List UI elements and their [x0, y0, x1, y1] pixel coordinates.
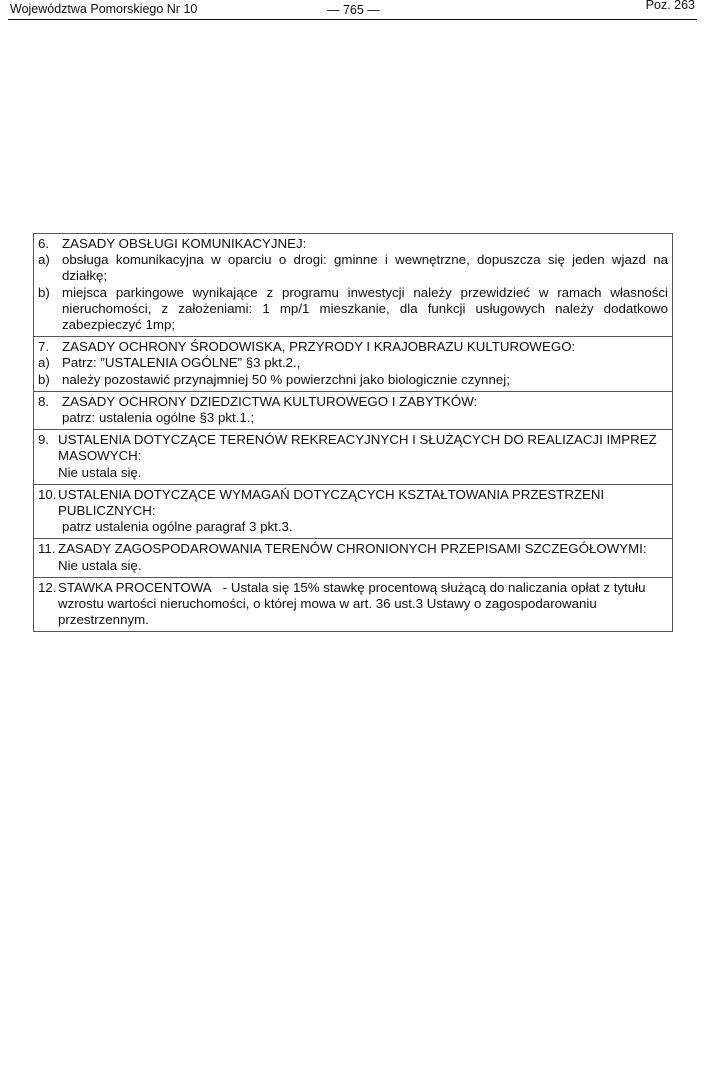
- section-title-text: ZASADY OCHRONY ŚRODOWISKA, PRZYRODY I KRAJOBRAZU KULTUROWEGO:: [62, 339, 576, 355]
- header-rule: [8, 19, 697, 20]
- list-item: [38, 355, 668, 371]
- table-row: [34, 539, 673, 577]
- item-text: obsługa komunikacyjna w oparciu o drogi: gminne i wewnętrzne, dopuszcza się jeden wjazd na działkę;: [62, 252, 668, 284]
- section-title-text: USTALENIA DOTYCZĄCE TERENÓW REKREACYJNYCH I SŁUŻĄCYCH DO REALIZACJI IMPREZ MASOWYCH:: [58, 432, 657, 464]
- table-row: [34, 430, 673, 485]
- item-text: miejsca parkingowe wynikające z programu inwestycji należy przewidzieć w ramach własności nieruchomości, z założeniami: 1 mp/1 mieszkanie, dla funkcji usługowych należy dodatkowo zabezpieczyć 1mp;: [62, 284, 668, 333]
- section-number: 8.: [38, 393, 50, 409]
- section-6: [34, 234, 673, 337]
- item-label: b): [38, 371, 50, 387]
- section-title-text: ZASADY ZAGOSPODAROWANIA TERENÓW CHRONIONYCH PRZEPISAMI SZCZEGÓŁOWYMI:: [58, 541, 647, 557]
- publication-title: Województwa Pomorskiego Nr 10: [10, 2, 198, 16]
- section-number: 9.: [38, 432, 50, 448]
- item-label: a): [38, 355, 50, 371]
- item-label: b): [38, 284, 50, 300]
- section-body: patrz ustalenia ogólne paragraf 3 pkt.3.: [62, 519, 293, 535]
- page-header: [0, 0, 707, 21]
- item-text: należy pozostawić przynajmniej 50 % powierzchni jako biologicznie czynnej;: [62, 371, 510, 387]
- list-item: [38, 372, 668, 388]
- section-number: 12.: [38, 579, 57, 595]
- section-number: 6.: [38, 236, 50, 251]
- item-label: a): [38, 252, 50, 268]
- section-title: [38, 432, 668, 464]
- section-title: [38, 339, 668, 355]
- section-title-text: USTALENIA DOTYCZĄCE WYMAGAŃ DOTYCZĄCYCH KSZTAŁTOWANIA PRZESTRZENI PUBLICZNYCH:: [58, 486, 605, 519]
- section-body: Nie ustala się.: [58, 464, 142, 480]
- section-number: 7.: [38, 339, 50, 355]
- section-number: 11.: [38, 541, 56, 557]
- section-title: [38, 236, 668, 252]
- section-title: [38, 541, 668, 557]
- section-body: - Ustala się 15% stawkę procentową służącą do naliczania opłat z tytułu wzrostu wartości nieruchomości, o której mowa w art. 36 ust.3 Ustawy o zagospodarowaniu przestrzennym.: [58, 579, 646, 628]
- section-12: [34, 577, 673, 632]
- page-number: — 765 —: [327, 3, 380, 17]
- section-body: patrz: ustalenia ogólne §3 pkt.1.;: [62, 410, 255, 426]
- table-row: [34, 234, 673, 337]
- section-body: Nie ustala się.: [58, 557, 142, 573]
- section-paragraph: [38, 580, 668, 629]
- item-text: Patrz: ”USTALENIA OGÓLNE” §3 pkt.2.,: [62, 355, 301, 371]
- table-row: [34, 391, 673, 429]
- section-title-text: STAWKA PROCENTOWA: [58, 579, 212, 595]
- table-row: [34, 484, 673, 539]
- table-row: [34, 577, 673, 632]
- section-title-text: ZASADY OBSŁUGI KOMUNIKACYJNEJ:: [62, 236, 307, 251]
- position-number: Poz. 263: [645, 0, 695, 12]
- section-11: [34, 539, 673, 577]
- section-title: [38, 394, 668, 410]
- section-title: [38, 487, 668, 519]
- section-9: [34, 430, 673, 485]
- section-number: 10.: [38, 486, 57, 502]
- section-title-text: ZASADY OCHRONY DZIEDZICTWA KULTUROWEGO I ZABYTKÓW:: [62, 393, 478, 409]
- section-7: [34, 337, 673, 392]
- table-row: [34, 337, 673, 392]
- list-item: [38, 285, 668, 334]
- regulations-table: [33, 233, 673, 632]
- list-item: [38, 252, 668, 284]
- section-10: [34, 484, 673, 539]
- section-8: [34, 391, 673, 429]
